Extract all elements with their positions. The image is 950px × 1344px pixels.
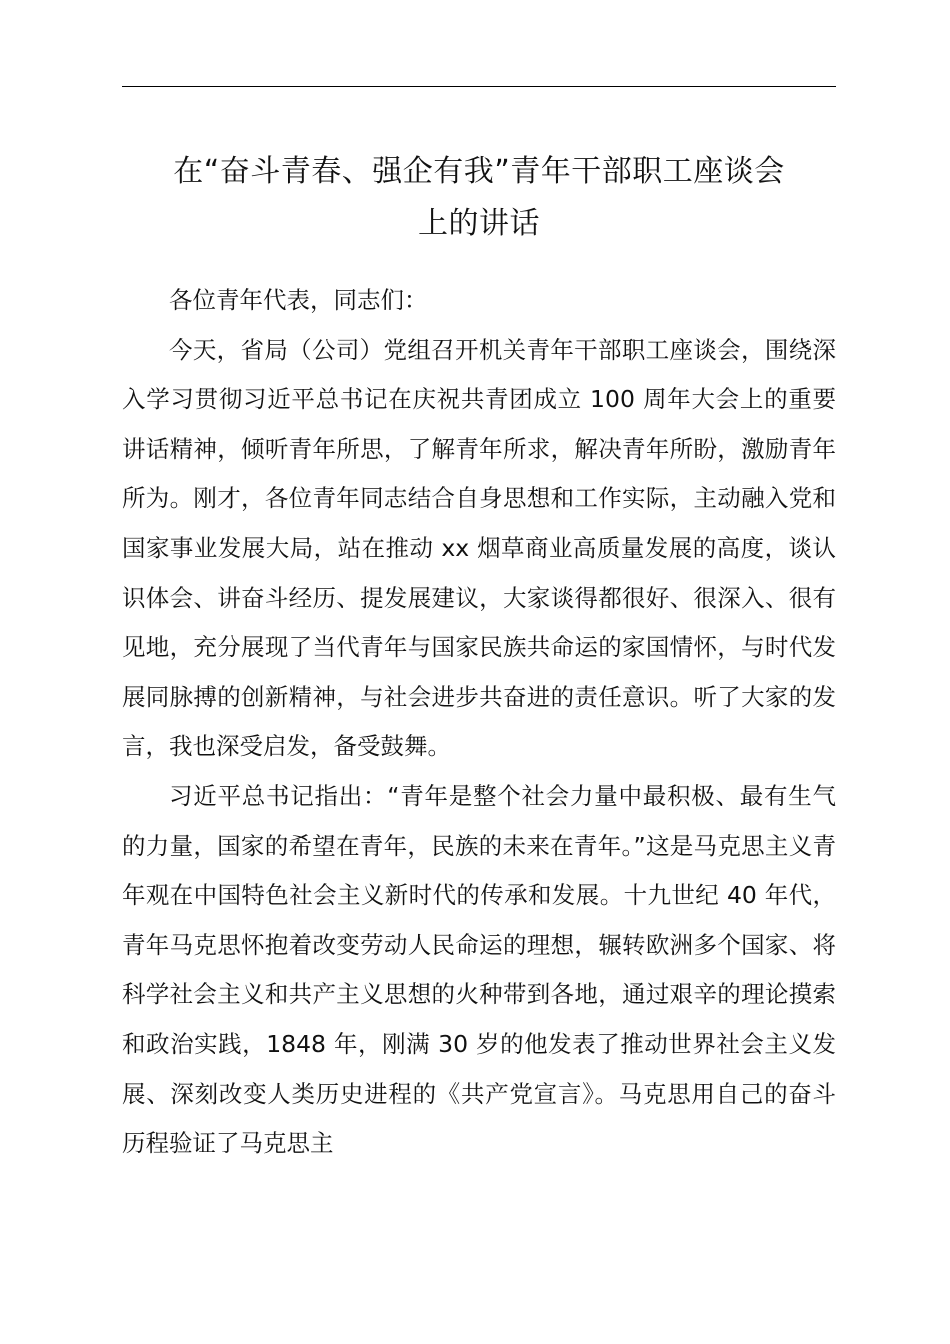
header-rule [122, 86, 836, 87]
salutation: 各位青年代表，同志们： [169, 286, 428, 314]
title-line-2: 上的讲话 [418, 206, 540, 241]
document-body [122, 276, 836, 1169]
page-title [122, 146, 836, 250]
title-line-1: 在“奋斗青春、强企有我”青年干部职工座谈会 [173, 154, 785, 189]
paragraph-2: 习近平总书记指出：“青年是整个社会力量中最积极、最有生气的力量，国家的希望在青年，民族的未来在青年。”这是马克思主义青年观在中国特色社会主义新时代的传承和发展。十九世纪 40 年代，青年马克思怀抱着改变劳动人民命运的理想，辗转欧洲多个国家、将科学社会主义和共产主义思想的火种带到各地，通过艰辛的理论摸索和政治实践，1848 年，刚满 30 岁的他发表了推动世界社会主义发展、深刻改变人类历史进程的《共产党宣言》。马克思用自己的奋斗历程验证了马克思主 [122, 781, 836, 1158]
paragraph-1: 今天，省局（公司）党组召开机关青年干部职工座谈会，围绕深入学习贯彻习近平总书记在庆祝共青团成立 100 周年大会上的重要讲话精神，倾听青年所思，了解青年所求，解决青年所盼，激励青年所为。刚才，各位青年同志结合自身思想和工作实际，主动融入党和国家事业发展大局，站在推动 xx 烟草商业高质量发展的高度，谈认识体会、讲奋斗经历、提发展建议，大家谈得都很好、很深入、很有见地，充分展现了当代青年与国家民族共命运的家国情怀，与时代发展同脉搏的创新精神，与社会进步共奋进的责任意识。听了大家的发言，我也深受启发，备受鼓舞。 [122, 335, 836, 761]
